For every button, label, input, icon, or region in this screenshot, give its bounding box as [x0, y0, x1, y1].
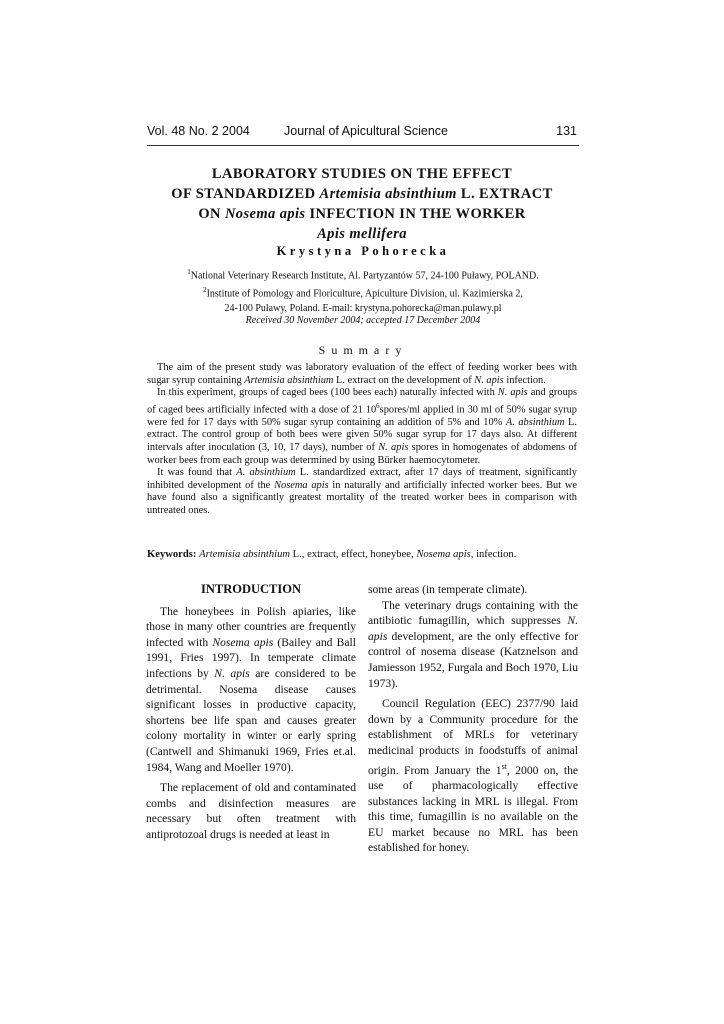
summary-text — [147, 362, 577, 518]
title-line-1: LABORATORY STUDIES ON THE EFFECT — [211, 166, 513, 182]
body-paragraph: The replacement of old and contaminated combs and disinfection measures are necessary but often treatment with antiprotozoal drugs is needed at least in — [146, 781, 356, 841]
left-column — [146, 582, 356, 843]
page-number: 131 — [556, 124, 577, 138]
author-name: Krystyna Pohorecka — [276, 244, 450, 258]
affiliations — [147, 265, 579, 316]
summary-paragraph: In this experiment, groups of caged bees (100 bees each) naturally infected with N. apis and groups of caged bees artificially infected with a dose of 21 $10^6spores/ml$ applied in 30 ml of 50% sugar syrup were fed for 17 days with 50% sugar syrup containing an addition of 5% and 10% A. absinthium L. extract. The control group of both bees were given 50% sugar syrup for 17 days also. At different intervals after inoculation (3, 10, 17 days), number of N. apis spores in homogenates of abdomens of worker bees from each group was determined by using Bürker haemocytometer. — [147, 387, 578, 466]
article-title — [100, 164, 624, 244]
summary-paragraph: The aim of the present study was laboratory evaluation of the effect of feeding worker bees with sugar syrup containing Artemisia absinthium L. extract on the development of N. apis infection. — [147, 362, 577, 386]
affiliation-2: $^2$Institute of Pomology and Floriculture, Apiculture Division, ul. Kazimierska 2, — [203, 286, 523, 300]
summary-heading: Summary — [318, 343, 408, 357]
header-rule — [147, 145, 579, 146]
journal-name: Journal of Apicultural Science — [284, 124, 448, 138]
title-line-4: Apis mellifera — [317, 226, 407, 242]
keywords: Keywords: Artemisia absinthium L., extract, effect, honeybee, Nosema apis, infection. — [147, 549, 517, 560]
summary-paragraph: It was found that A. absinthium L. standardized extract, after 17 days of treatment, significantly inhibited development of the Nosema apis in naturally and artificially infected worker bees. But we have found also a significantly greatest mortality of the treated worker bees in comparison with untreated ones. — [147, 467, 577, 516]
running-header — [147, 124, 579, 144]
body-paragraph-continued: some areas (in temperate climate). — [368, 583, 528, 596]
right-column — [368, 582, 578, 856]
affiliation-1: $^1$National Veterinary Research Institute, Al. Partyzantów 57, 24-100 Puławy, POLAND. — [187, 268, 539, 282]
keywords-label: Keywords: — [147, 549, 197, 560]
volume-info: Vol. 48 No. 2 2004 — [147, 124, 250, 138]
title-line-2: OF STANDARDIZED Artemisia absinthium L. EXTRACT — [171, 186, 553, 202]
body-paragraph: The veterinary drugs containing with the antibiotic fumagillin, which suppresses N. apis development, are the only effective for control of nosema disease (Katznelson and Jamiesson 1952, Furgala and Boch 1970, Liu 1973). — [368, 598, 578, 690]
affiliation-2-cont: 24-100 Puławy, Poland. E-mail: krystyna.pohorecka@man.pulawy.pl — [224, 302, 502, 314]
title-line-3: ON Nosema apis INFECTION IN THE WORKER — [198, 206, 526, 222]
body-paragraph: Council Regulation (EEC) 2377/90 laid down by a Community procedure for the establishment of MRLs for veterinary medicinal products in foodstuffs of animal origin. From January the 1st, 2000 on, the use of pharmacologically effective substances lacking in MRL is illegal. From this time, fumagillin is no available on the EU market because no MRL has been established for honey. — [368, 697, 579, 855]
body-paragraph: The honeybees in Polish apiaries, like those in many other countries are frequently infected with Nosema apis (Bailey and Ball 1991, Fries 1997). In temperate climate infections by N. apis are considered to be detrimental. Nosema disease causes significant losses in productive capacity, shortens bee life span and causes greater colony mortality in winter or early spring (Cantwell and Shimanuki 1969, Fries et.al. 1984, Wang and Moeller 1970). — [146, 604, 356, 774]
received-dates: Received 30 November 2004; accepted 17 December 2004 — [245, 315, 481, 326]
section-heading: INTRODUCTION — [200, 582, 301, 596]
